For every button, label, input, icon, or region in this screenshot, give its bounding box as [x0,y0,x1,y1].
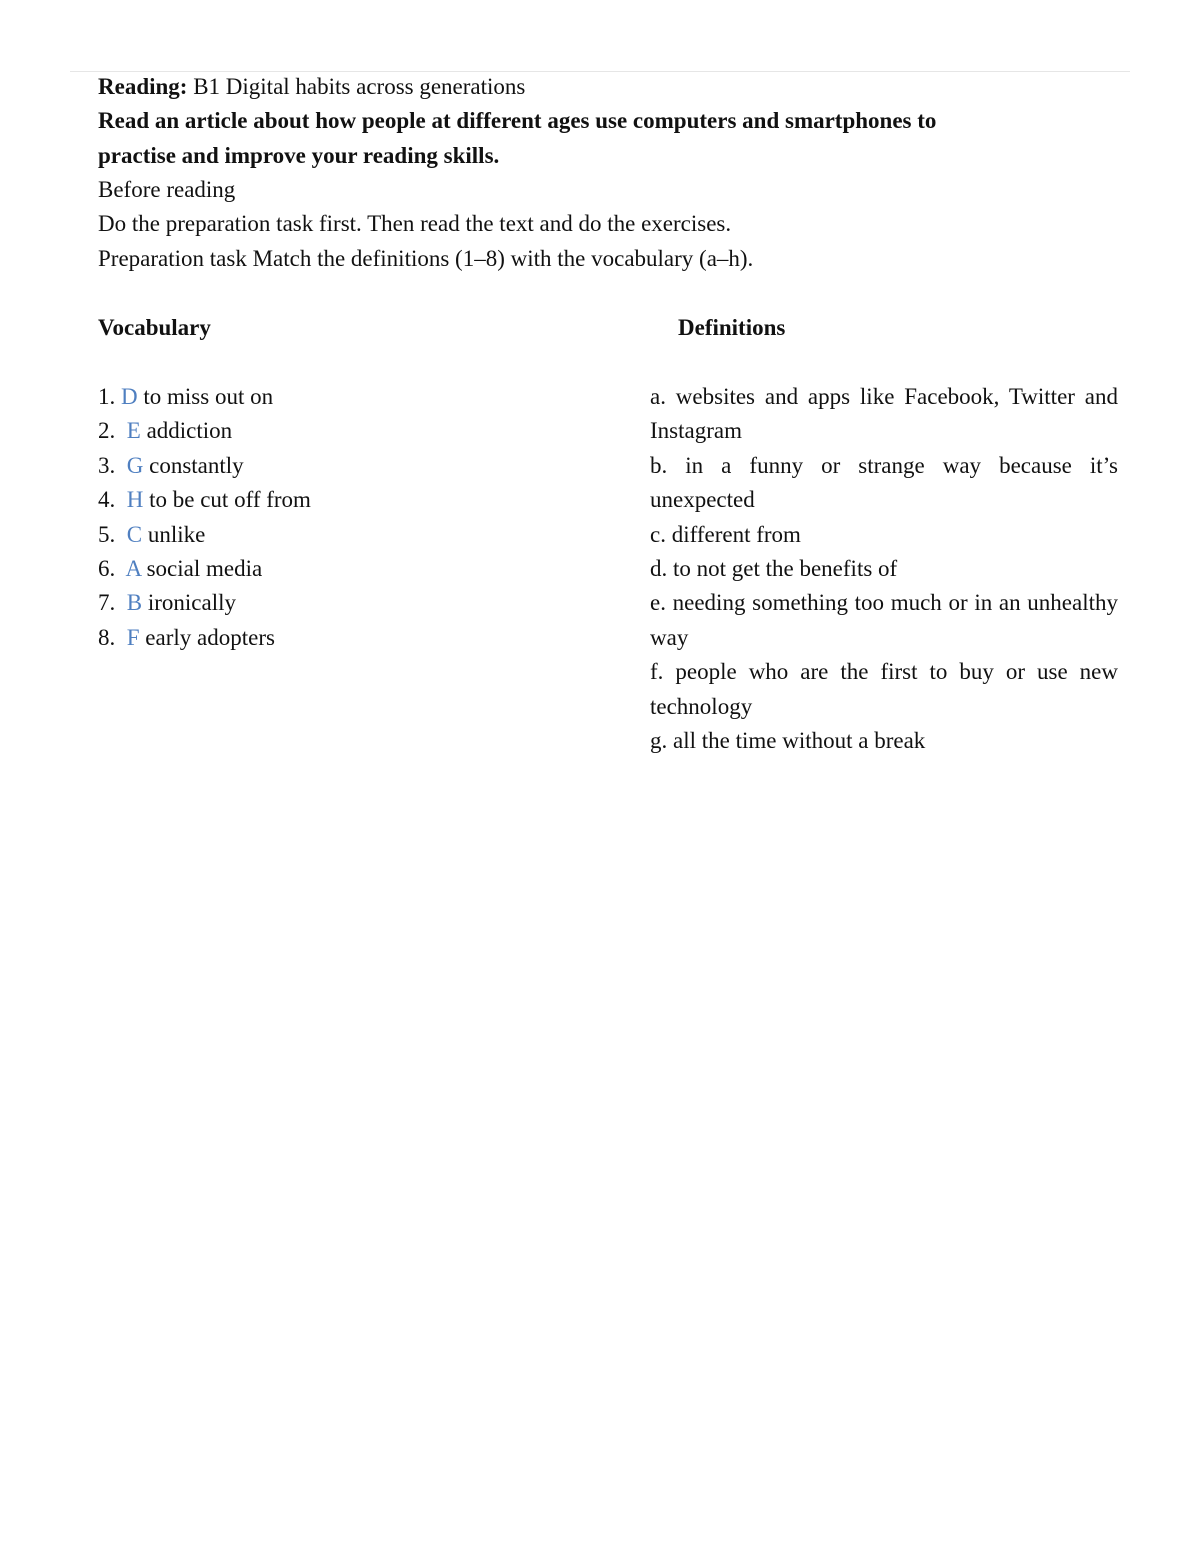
item-number: 5. [98,521,116,547]
page-title [98,70,525,104]
vocabulary-heading: Vocabulary [98,315,211,340]
answer-letter: E [126,418,141,444]
vocabulary-item [98,414,598,448]
instruction-line-2: Preparation task Match the definitions (1–8) with the vocabulary (a–h). [98,246,754,271]
instruction-line-1: Do the preparation task first. Then read the text and do the exercises. [98,211,732,236]
item-number: 8. [98,624,116,650]
answer-letter: B [126,590,143,616]
intro-line-1: Read an article about how people at different ages use computers and smartphones to [98,108,937,133]
definition-item: g. all the time without a break [650,728,926,754]
definition-item: c. different from [650,521,801,547]
before-reading-label: Before reading [98,177,236,202]
answer-letter: H [126,487,144,513]
vocabulary-term: to miss out on [143,384,274,409]
item-number: 3. [98,452,116,478]
answer-letter: C [126,521,143,547]
answer-letter: D [121,384,138,409]
answer-letter: F [126,624,140,650]
item-number: 7. [98,590,116,616]
intro-line-2: practise and improve your reading skills. [98,143,500,168]
vocabulary-item [98,449,598,483]
item-number: 4. [98,487,116,513]
definition-item: f. people who are the first to buy or use new technology [650,659,1118,719]
vocabulary-term: social media [146,555,263,581]
vocabulary-term: ironically [147,590,236,616]
item-number: 1. [98,384,116,409]
definitions-heading: Definitions [678,315,786,340]
vocabulary-term: unlike [147,521,206,547]
vocabulary-item [98,586,598,620]
vocabulary-item [98,518,598,552]
vocabulary-term: to be cut off from [149,487,311,513]
vocabulary-term: early adopters [145,624,275,650]
definition-item: b. in a funny or strange way because it’s unexpected [650,452,1118,513]
vocabulary-list [98,380,598,655]
definition-item: a. websites and apps like Facebook, Twitter and Instagram [650,384,1118,444]
title-label: Reading: [98,74,188,99]
item-number: 2. [98,418,116,444]
vocabulary-item [98,483,598,517]
definition-item: d. to not get the benefits of [650,556,898,582]
vocabulary-item [98,621,598,655]
answer-letter: A [125,555,141,581]
definition-item: e. needing something too much or in an unhealthy way [650,590,1118,650]
vocabulary-term: addiction [146,418,233,444]
vocabulary-term: constantly [149,452,244,478]
vocabulary-item [98,380,598,414]
title-text: B1 Digital habits across generations [193,74,526,99]
item-number: 6. [98,555,116,581]
answer-letter: G [126,452,144,478]
definitions-list [650,380,1118,758]
vocabulary-item [98,552,598,586]
